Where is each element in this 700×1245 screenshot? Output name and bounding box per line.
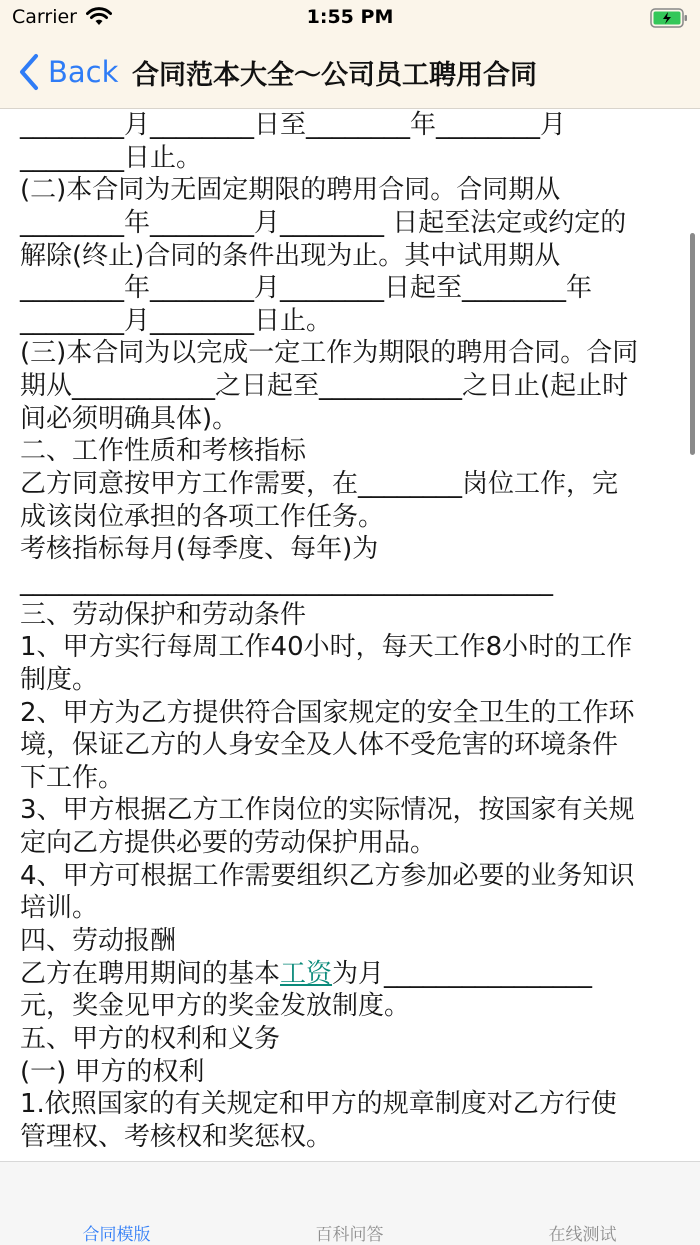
section-heading: 四、劳动报酬 [20,926,177,957]
salary-line [20,958,692,991]
battery-icon [650,8,688,28]
text-line: ________日止。 [20,142,203,173]
salary-text-before: 乙方在聘用期间的基本 [20,958,281,989]
navigation-bar [0,36,700,109]
text-line: 解除(终止)合同的条件出现为止。其中试用期从 [20,240,561,271]
text-line: 成该岗位承担的各项工作任务。 [20,501,385,532]
section-heading: 三、劳动保护和劳动条件 [20,599,307,630]
text-line: 管理权、考核权和奖惩权。 [20,1121,333,1152]
section-heading: 二、工作性质和考核指标 [20,436,307,467]
status-time: 1:55 PM [306,6,394,28]
text-line: 考核指标每月(每季度、每年)为 [20,534,379,565]
text-line: 境，保证乙方的人身安全及人体不受危害的环境条件 [20,730,619,761]
text-line: ________年________月________日起至________年 [20,273,593,304]
text-line: ________年________月________ 日起至法定或约定的 [20,207,627,238]
back-label: Back [48,55,119,89]
page-title: 合同范本大全～公司员工聘用合同 [132,60,537,91]
text-line: 3、甲方根据乙方工作岗位的实际情况，按国家有关规 [20,795,635,826]
back-button[interactable] [18,50,118,94]
tab-bar [0,1161,700,1245]
text-line: 1.依照国家的有关规定和甲方的规章制度对乙方行使 [20,1089,617,1120]
text-line: 下工作。 [20,762,125,793]
text-line: 制度。 [20,664,99,695]
text-line: (三)本合同为以完成一定工作为期限的聘用合同。合同 [20,338,639,369]
text-line: 期从___________之日起至___________之日止(起止时 [20,371,629,402]
chevron-left-icon [18,53,40,91]
blank-fill-line: _________________________________________ [20,566,553,597]
text-line: 4、甲方可根据工作需要组织乙方参加必要的业务知识 [20,860,635,891]
contract-text-view[interactable] [0,109,700,1161]
text-line: 培训。 [20,893,99,924]
text-line: 乙方同意按甲方工作需要，在________岗位工作，完 [20,469,619,500]
tab-encyclopedia-qa[interactable]: 百科问答 [315,1225,384,1245]
salary-link[interactable]: 工资 [280,958,333,989]
contract-text [20,109,692,1154]
text-line: (二)本合同为无固定期限的聘用合同。合同期从 [20,175,561,206]
section-heading: 五、甲方的权利和义务 [20,1023,281,1054]
text-line: 间必须明确具体)。 [20,403,239,434]
text-line: 定向乙方提供必要的劳动保护用品。 [20,828,437,859]
text-line: 1、甲方实行每周工作40小时，每天工作8小时的工作 [20,632,633,663]
text-line: ________月________日止。 [20,305,333,336]
tab-online-test[interactable]: 在线测试 [548,1225,617,1245]
tab-contract-templates[interactable]: 合同模版 [82,1225,151,1245]
salary-text-after: 为月________________ [332,958,593,989]
scroll-indicator[interactable] [690,233,695,455]
text-line: 元，奖金见甲方的奖金发放制度。 [20,991,411,1022]
text-line: (一) 甲方的权利 [20,1056,205,1087]
text-line: ________月________日至________年________月 [20,110,567,140]
status-bar [0,0,700,36]
carrier-label: Carrier [12,6,77,28]
text-line: 2、甲方为乙方提供符合国家规定的安全卫生的工作环 [20,697,635,728]
